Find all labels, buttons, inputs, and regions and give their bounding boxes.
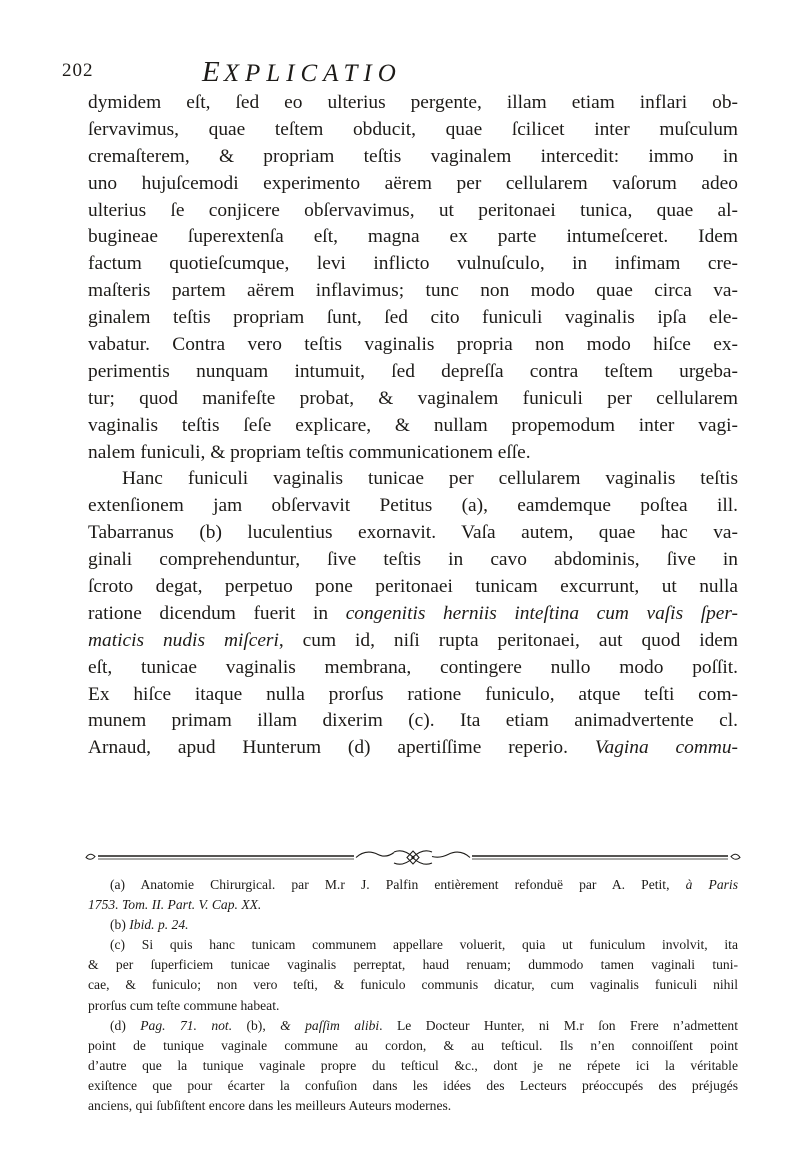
text-line: munem primam illam dixerim (c). Ita etiam animadvertente cl. <box>88 710 738 732</box>
footnote-d-line: d’autre que la tunique vaginale propre du teſticul &c., dont je ne répete ici la véritable <box>88 1057 738 1073</box>
text-line: ginali comprehenduntur, ſive teſtis in cavo abdominis, ſive in <box>88 549 738 571</box>
text-line: Hanc funiculi vaginalis tunicae per cellularem vaginalis teſtis <box>122 468 738 490</box>
text-line: bugineae ſuperextenſa eſt, magna ex parte intumeſceret. Idem <box>88 226 738 248</box>
text-line: ulterius ſe conjicere obſervavimus, ut peritonaei tunica, quae al- <box>88 199 738 221</box>
italic-run: maticis nudis miſceri <box>88 629 279 651</box>
text-line: extenſionem jam obſervavit Petitus (a), eamdemque poſtea ill. <box>88 495 738 517</box>
text-line: dymidem eſt, ſed eo ulterius pergente, illam etiam inflari ob- <box>88 92 738 113</box>
footnote-d-line: anciens, qui ſubſiſtent encore dans les meilleurs Auteurs modernes. <box>88 1098 452 1114</box>
running-head <box>202 56 402 89</box>
footnote-c-line: prorſus cum teſte commune habeat. <box>88 997 280 1013</box>
italic-run: à Paris <box>685 877 738 892</box>
text-line: eſt, tunicae vaginalis membrana, contingere nullo modo poſſit. <box>88 656 738 678</box>
text-line: tur; quod manifeſte probat, & vaginalem funiculi per cellularem <box>88 387 738 409</box>
text-run: ratione dicendum fuerit in <box>88 602 346 624</box>
footnote-c-line: & per ſuperficiem tunicae vaginalis perreptat, haud renuam; dummodo tamen vaginali tuni- <box>88 957 738 973</box>
text-line: vabatur. Contra vero teſtis vaginalis propria non modo hiſce ex- <box>88 334 738 356</box>
text-run: . Le Docteur Hunter, ni M.r ſon Frere n’admettent <box>379 1017 738 1033</box>
text-line <box>88 628 738 655</box>
text-line <box>88 735 738 762</box>
footnote-a-line <box>88 875 738 895</box>
italic-run: & paſſim alibi <box>280 1017 380 1033</box>
italic-run: congenitis herniis inteſtina cum vaſis ſper- <box>345 602 738 624</box>
text-line: nalem funiculi, & propriam teſtis communicationem eſſe. <box>88 441 531 463</box>
text-line: factum quotieſcumque, levi inflicto vulnuſculo, in infimam cre- <box>88 253 738 275</box>
text-line: ſervavimus, quae teſtem obducit, quae ſcilicet inter muſculum <box>88 118 738 140</box>
text-line: Ex hiſce itaque nulla prorſus ratione funiculo, atque teſti com- <box>88 683 738 705</box>
text-line: vaginalis teſtis ſeſe explicare, & nullam propemodum inter vagi- <box>88 414 738 436</box>
footnotes <box>88 875 738 1116</box>
running-head-rest: XPLICATIO <box>223 60 402 87</box>
footnote-d-line: point de tunique vaginale commune au cordon, & au teſticul. Ils n’en connoiſſent point <box>88 1037 738 1053</box>
text-run: , cum id, niſi rupta peritonaei, aut quod idem <box>278 629 738 651</box>
page-header <box>62 58 742 92</box>
text-run: Arnaud, apud Hunterum (d) apertiſſime reperio. <box>88 737 595 759</box>
footnote-a-line <box>88 895 738 915</box>
text-line: ſcroto degat, perpetuo pone peritonaei tunicam excurrunt, ut nulla <box>88 576 738 598</box>
text-line <box>88 601 738 628</box>
text-run: (b) <box>110 917 130 933</box>
text-line: ginalem teſtis propriam ſunt, ſed cito funiculi vaginalis ipſa ele- <box>88 307 738 329</box>
text-line: cremaſterem, & propriam teſtis vaginalem intercedit: immo in <box>88 145 738 167</box>
italic-run: Pag. 71. not. <box>140 1017 233 1033</box>
text-run: (b), <box>232 1017 281 1033</box>
footnote-d-line <box>88 1016 738 1036</box>
text-line: Tabarranus (b) luculentius exornavit. Vaſa autem, quae hac va- <box>88 522 738 544</box>
printer-ornament-rule <box>84 848 742 868</box>
running-head-initial: E <box>202 56 224 88</box>
text-run: (d) <box>110 1017 141 1033</box>
italic-run: Ibid. p. 24. <box>129 917 189 933</box>
footnote-b-line <box>88 915 738 935</box>
footnote-c-line: (c) Si quis hanc tunicam communem appellare voluerit, quia ut funiculum involvit, ita <box>110 937 738 953</box>
text-line: maſteris partem aërem inflavimus; tunc non modo quae circa va- <box>88 280 738 302</box>
text-run: (a) Anatomie Chirurgical. par M.r J. Palfin entièrement refonduë par A. Petit, <box>110 877 686 892</box>
italic-run: Vagina commu- <box>594 737 738 759</box>
italic-run: 1753. Tom. II. Part. V. Cap. XX. <box>88 897 262 913</box>
text-line: uno hujuſcemodi experimento aërem per cellularem vaſorum adeo <box>88 172 738 194</box>
footnote-c-line: cae, & funiculo; non vero teſti, & funiculo communis dicatur, cum vaginalis funiculi nihil <box>88 977 738 993</box>
main-text <box>88 90 738 762</box>
page-number: 202 <box>62 60 94 81</box>
text-line: perimentis nunquam intumuit, ſed depreſſa contra teſtem urgeba- <box>88 360 738 382</box>
footnote-d-line: exiſtence que pour écarter la confuſion dans les idées des Lecteurs préoccupés des préjugés <box>88 1077 738 1093</box>
